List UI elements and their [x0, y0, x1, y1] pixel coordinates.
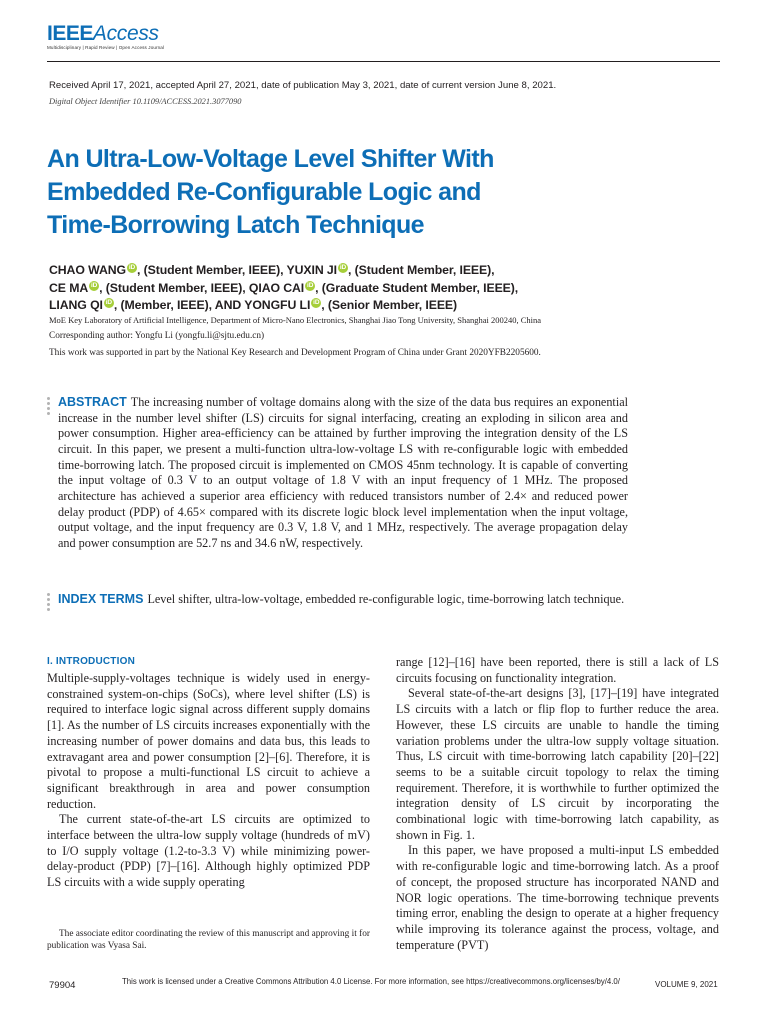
author-list [49, 262, 729, 315]
author-name: QIAO CAI [248, 280, 305, 295]
abstract-dots-icon [47, 397, 50, 417]
received-dates: Received April 17, 2021, accepted April 27, 2021, date of publication May 3, 2021, date of current version June 8, 2021. [49, 80, 557, 91]
paragraph: range [12]–[16] have been reported, there is still a lack of LS circuits focusing on functionality integration. [396, 655, 719, 685]
corresponding-author: Corresponding author: Yongfu Li (yongfu.li@sjtu.edu.cn) [49, 331, 265, 341]
author-role: , (Student Member, IEEE), [347, 263, 495, 277]
logo-ieee-text: IEEE [47, 22, 93, 45]
author-role: , (Student Member, IEEE), [136, 263, 287, 277]
orcid-icon[interactable]: iD [128, 264, 136, 271]
author-role: , (Senior Member, IEEE) [321, 298, 458, 312]
title-line-1: An Ultra-Low-Voltage Level Shifter With [47, 145, 494, 173]
paragraph: The current state-of-the-art LS circuits are optimized to interface between the ultra-low supply voltage (hundreds of mV) to I/O supply voltage (1.2-to-3.3 V) while minimizing power-delay-product (PDP) [7]–[16]. Although highly optimized PDP LS circuits with a wide supply operating [47, 812, 370, 890]
orcid-icon[interactable]: iD [90, 281, 98, 289]
author-name: CE MA [49, 280, 89, 295]
journal-logo [47, 22, 164, 50]
volume-label: VOLUME 9, 2021 [655, 980, 718, 989]
editor-footnote: The associate editor coordinating the review of this manuscript and approving it for publication was Vyasa Sai. [47, 929, 370, 951]
author-line-3 [49, 297, 729, 315]
header-divider [47, 61, 720, 62]
abstract-label: ABSTRACT [58, 395, 127, 409]
orcid-icon[interactable]: iD [339, 264, 347, 271]
author-role: , (Graduate Student Member, IEEE), [315, 280, 519, 295]
abstract-text: The increasing number of voltage domains along with the size of the data bus requires an exponential increase in the number level shifter (LS) circuits for signal interfacing, creating an exploding in silicon area and power consumption. Higher area-efficiency can be attained by further improving the integration density of the LS circuit. In this paper, we present a multi-function ultra-low-voltage LS with re-configurable logic with embedded time-borrowing latch. The proposed circuit is implemented on CMOS 45nm technology. It is capable of converting the input voltage of 0.3 V to an output voltage of 1.8 V with an input frequency of 1 MHz. The proposed architecture has achieved a superior area efficiency with reduced transistors number of 2.4× and reduced power delay product (PDP) of 4.65× compared with its discrete logic block level implementation when the input voltage, output voltage, and the input frequency are 0.3 V, 1.8 V, and 1 MHz, respectively. The average propagation delay and power consumption are 52.7 ns and 34.6 nW, respectively. [58, 395, 628, 550]
orcid-icon[interactable]: iD [306, 281, 314, 289]
author-name: LIANG QI [49, 298, 103, 312]
orcid-icon[interactable]: iD [105, 299, 113, 306]
left-column [47, 671, 370, 891]
title-line-3: Time-Borrowing Latch Technique [47, 211, 424, 239]
index-terms-label: INDEX TERMS [58, 592, 144, 606]
logo-tagline: Multidisciplinary | Rapid Review | Open Access Journal [47, 45, 165, 50]
abstract [58, 395, 628, 552]
doi-line: Digital Object Identifier 10.1109/ACCESS.2021.3077090 [49, 97, 242, 106]
paper-title [47, 143, 687, 242]
author-name: YUXIN JI [286, 263, 337, 277]
author-line-2 [49, 280, 729, 298]
author-role: , (Student Member, IEEE), [99, 280, 249, 295]
logo-access-text: Access [92, 22, 159, 45]
funding-statement: This work was supported in part by the National Key Research and Development Program of China under Grant 2020YFB2205600. [49, 348, 541, 358]
page-number: 79904 [49, 980, 76, 991]
author-name: CHAO WANG [49, 263, 126, 277]
index-terms [58, 592, 628, 608]
index-terms-dots-icon [47, 593, 50, 613]
paragraph: In this paper, we have proposed a multi-input LS embedded with re-configurable logic and time-borrowing latch. As a proof of concept, the proposed structure has incorporated NAND and NOR logic operations. The time-borrowing technique prevents timing error, enabling the design to operate at a higher frequency while improving its tolerance against the process, voltage, and temperature (PVT) [396, 843, 719, 952]
title-line-2: Embedded Re-Configurable Logic and [47, 178, 481, 206]
paragraph: Multiple-supply-voltages technique is widely used in energy-constrained system-on-chips (SoCs), where level shifter (LS) is required to interface logic signal across different supply domains [1]. As the number of LS circuits increases exponentially with the increasing number of power domains and data bus, this leads to extravagant area and power consumption [2]–[6]. Therefore, it is pivotal to propose a multi-functional LS circuit to achieve a significant breakthrough in area and power consumption reduction. [47, 671, 370, 811]
license-link[interactable]: This work is licensed under a Creative Commons Attribution 4.0 License. For more information, see https://creativecommons.org/licenses/by/4.0/ [122, 977, 620, 986]
right-column [396, 655, 719, 953]
paragraph: Several state-of-the-art designs [3], [17]–[19] have integrated LS circuits with a latch or flip flop to further reduce the area. However, these LS circuits are unable to handle the timing variation problems under the ultra-low supply voltage situation. Thus, LS circuit with time-borrowing latch capability [20]–[22] seems to be a suitable circuit topology to relax the timing requirement. Therefore, it is worthwhile to further optimized the integration density of LS circuit by incorporating the combinational logic with time-borrowing latch capability, as shown in Fig. 1. [396, 686, 719, 842]
section-heading: I. INTRODUCTION [47, 656, 135, 667]
author-line-1 [49, 262, 729, 280]
author-role: , (Member, IEEE), AND [113, 298, 245, 312]
index-terms-text: Level shifter, ultra-low-voltage, embedded re-configurable logic, time-borrowing latch technique. [147, 592, 625, 606]
affiliation: MoE Key Laboratory of Artificial Intelligence, Department of Micro-Nano Electronics, Shanghai Jiao Tong University, Shanghai 200240, China [49, 315, 542, 325]
author-name: YONGFU LI [244, 298, 311, 312]
orcid-icon[interactable]: iD [313, 299, 320, 306]
